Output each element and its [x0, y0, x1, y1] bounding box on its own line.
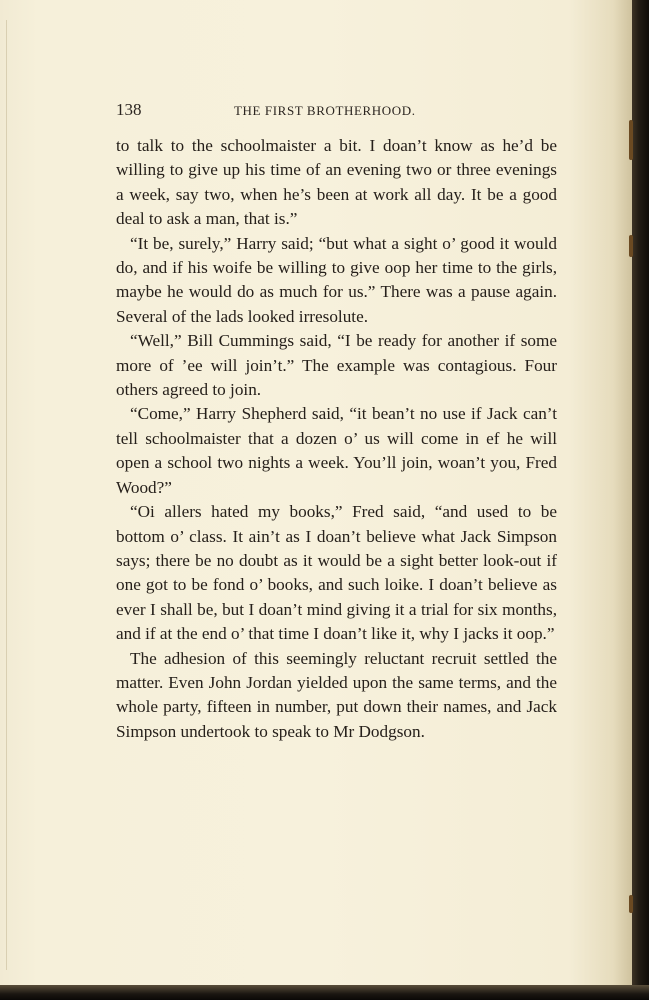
page-edge-shadow — [632, 0, 649, 1000]
paragraph: The adhesion of this seemingly reluctant recruit settled the matter. Even John Jordan yielded upon the same terms, and the whole party, fifteen in number, put down their names, and Jack Simpson undertook to speak to Mr Dodgson. — [116, 648, 557, 741]
page-bottom-edge — [0, 985, 649, 1000]
running-title: THE FIRST BROTHERHOOD. — [234, 103, 416, 118]
edge-stain — [629, 895, 633, 913]
paragraph: “Well,” Bill Cummings said, “I be ready for another if some more of ’ee will join’t.” The example was contagious. Four others agreed to join. — [116, 331, 557, 400]
body-text — [116, 134, 557, 744]
edge-stain — [629, 235, 633, 257]
paragraph: to talk to the schoolmaister a bit. I doan’t know as he’d be willing to give up his time of an evening two or three evenings a week, say two, when he’s been at work all day. It be a good deal to ask a man, that is.” — [116, 136, 557, 229]
paragraph: “It be, surely,” Harry said; “but what a sight o’ good it would do, and if his woife be willing to give oop her time to the girls, maybe he would do as much for us.” There was a pause again. Several of the lads looked irresolute. — [116, 233, 557, 326]
edge-stain — [629, 120, 633, 160]
gutter-line — [6, 20, 7, 970]
paragraph: “Oi allers hated my books,” Fred said, “and used to be bottom o’ class. It ain’t as I doan’t believe what Jack Simpson says; there be no doubt as it would be a sight better look-out if one got to be fond o’ books, and such loike. I doan’t believe as ever I shall be, but I doan’t mind giving it a trial for six months, and if at the end o’ that time I doan’t like it, why I jacks it oop.” — [116, 502, 557, 644]
page-number: 138 — [116, 100, 142, 119]
paragraph: “Come,” Harry Shepherd said, “it bean’t no use if Jack can’t tell schoolmaister that a dozen o’ us will come in ef he will open a school two nights a week. You’ll join, woan’t you, Fred Wood?” — [116, 404, 557, 497]
page-header — [116, 100, 556, 124]
